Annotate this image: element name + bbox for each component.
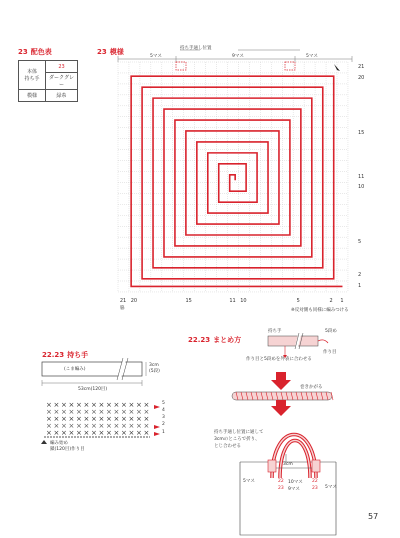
chain-start-arrow-icon xyxy=(41,440,47,444)
arrow-down-1-icon xyxy=(276,372,286,380)
stitch-mark: × xyxy=(136,422,142,430)
stitch-mark: × xyxy=(53,415,60,423)
start-arrow-icon xyxy=(334,64,340,71)
handle-row-5: 5 xyxy=(162,401,165,406)
reverse-side-note: ※反対側も同様に編みつける xyxy=(291,308,349,313)
stitch-mark: × xyxy=(61,401,67,409)
row-label: 10 xyxy=(358,184,365,191)
stitch-mark: × xyxy=(61,415,67,423)
column-label: 1 xyxy=(340,298,344,304)
finish-rows-label: 5段め xyxy=(325,329,337,334)
stitch-mark: × xyxy=(143,415,150,423)
stitch-mark: × xyxy=(98,415,105,423)
handle-row-1: 1 xyxy=(162,430,165,435)
finish-join-note: 作り目と5段めを外表に合わせる xyxy=(246,357,312,362)
stitch-mark: × xyxy=(121,415,127,423)
stitch-mark: × xyxy=(143,422,150,430)
stitch-mark: × xyxy=(76,415,82,423)
stitch-mark: × xyxy=(83,422,90,430)
handle-width-label: 53cm(120目) xyxy=(78,387,108,392)
stitch-mark: × xyxy=(113,415,120,423)
column-label: 15 xyxy=(185,298,192,304)
row-label: 1 xyxy=(358,283,362,289)
spiral-path xyxy=(131,76,342,286)
chart-spiral xyxy=(131,76,342,286)
stitch-mark: × xyxy=(68,401,75,409)
stitch-mark: × xyxy=(98,401,105,409)
stitch-mark: × xyxy=(121,422,127,430)
stitch-mark: × xyxy=(76,422,82,430)
stitch-mark: × xyxy=(91,401,97,409)
stitch-mark: × xyxy=(68,422,75,430)
stitch-mark: × xyxy=(106,415,112,423)
row-label: 11 xyxy=(358,173,365,180)
finish-mid-9: 9マス xyxy=(288,487,300,492)
stitch-mark: × xyxy=(83,415,90,423)
handle-title-text: 持ち手 xyxy=(67,351,89,359)
finish-right-22: 22 xyxy=(312,479,318,484)
stitch-mark: × xyxy=(83,401,90,409)
column-label: 21 xyxy=(119,298,127,304)
stitch-mark: × xyxy=(128,429,135,437)
dim-9: 9マス xyxy=(232,54,244,59)
stitch-mark: × xyxy=(128,415,135,423)
colors-row2-label: 模様 xyxy=(19,90,46,102)
stitch-mark: × xyxy=(46,401,52,409)
stitch-mark: × xyxy=(113,422,120,430)
colors-header-number: 23 xyxy=(46,61,78,73)
stitch-mark: × xyxy=(121,408,127,416)
stitch-mark: × xyxy=(53,401,60,409)
bag-handle-front xyxy=(280,441,310,479)
handle-stitch-label: (こま編み) xyxy=(64,367,86,372)
row-label: 2 xyxy=(358,272,362,279)
row-label: 21 xyxy=(358,64,365,70)
stitch-mark: × xyxy=(91,415,97,423)
handle-position-label: 持ち手通し位置 xyxy=(180,46,212,51)
stitch-mark: × xyxy=(68,408,75,416)
finish-title-number: 22.23 xyxy=(188,336,211,344)
stitch-mark: × xyxy=(98,422,105,430)
stitch-mark: × xyxy=(53,422,60,430)
start-side-label: 脇 xyxy=(120,306,125,311)
stitch-mark: × xyxy=(106,408,112,416)
stitch-mark: × xyxy=(68,429,75,437)
handle-opening-right xyxy=(285,62,295,70)
stitch-mark: × xyxy=(113,401,120,409)
handle-title-number: 22.23 xyxy=(42,351,65,359)
handle-row-4: 4 xyxy=(162,408,165,413)
arrow-down-2-icon xyxy=(276,400,286,406)
page-number: 57 xyxy=(368,512,379,521)
handle-stitch-chart xyxy=(44,401,150,437)
stitch-mark: × xyxy=(136,401,142,409)
column-label: 2 xyxy=(329,298,333,304)
handle-height-label: 3cm (5段) xyxy=(149,363,160,374)
dim-5-left: 5マス xyxy=(150,54,162,59)
finish-roll-label: 巻きかがる xyxy=(300,385,323,390)
colors-row1-value: ダークグレー xyxy=(46,73,78,90)
dimension-lines xyxy=(118,50,352,62)
column-label: 20 xyxy=(130,298,138,304)
colors-header-label: 本体 持ち手 xyxy=(19,61,46,90)
colors-row2-value: 緑糸 xyxy=(46,90,78,102)
stitch-mark: × xyxy=(76,408,82,416)
finish-left-mas: 5マス xyxy=(243,479,255,484)
bag-outline xyxy=(240,462,336,535)
stitch-mark: × xyxy=(61,429,67,437)
column-label: 11 xyxy=(229,298,236,304)
row-label: 20 xyxy=(358,74,365,81)
stitch-mark: × xyxy=(98,429,105,437)
stitch-mark: × xyxy=(136,408,142,416)
row-label: 5 xyxy=(358,239,362,246)
stitch-mark: × xyxy=(113,429,120,437)
stitch-mark: × xyxy=(121,429,127,437)
stitch-mark: × xyxy=(61,408,67,416)
stitch-mark: × xyxy=(76,401,82,409)
chart-title-number: 23 xyxy=(97,48,107,56)
stitch-mark: × xyxy=(121,401,127,409)
finish-mid-22: 22 xyxy=(278,479,284,484)
stitch-mark: × xyxy=(91,422,97,430)
handle-opening-left xyxy=(176,62,186,70)
stitch-mark: × xyxy=(46,408,52,416)
stitch-mark: × xyxy=(61,422,67,430)
colors-title-number: 23 xyxy=(18,48,28,56)
stitch-mark: × xyxy=(143,429,150,437)
stitch-mark: × xyxy=(91,429,97,437)
finish-right-23: 23 xyxy=(312,486,318,491)
stitch-mark: × xyxy=(46,429,52,437)
finish-mid-10: 10マス xyxy=(288,480,303,485)
dim-5-right: 5マス xyxy=(306,54,318,59)
stitch-mark: × xyxy=(113,408,120,416)
handle-title xyxy=(42,350,88,360)
stitch-mark: × xyxy=(106,401,112,409)
chart-title-text: 模様 xyxy=(109,48,124,56)
colors-title-text: 配色表 xyxy=(30,48,52,56)
finish-mid-23: 23 xyxy=(278,486,284,491)
stitch-mark: × xyxy=(106,422,112,430)
finish-chain-label: 作り目 xyxy=(323,350,337,355)
stitch-mark: × xyxy=(46,415,52,423)
finish-title-text: まとめ方 xyxy=(213,336,242,344)
finish-handle-strip xyxy=(268,336,318,346)
handle-row-3: 3 xyxy=(162,415,165,420)
stitch-mark: × xyxy=(106,429,112,437)
stitch-mark: × xyxy=(136,415,142,423)
stitch-mark: × xyxy=(83,408,90,416)
stitch-mark: × xyxy=(143,401,150,409)
handle-start-note: 編み始め 鎖(120目)作り目 xyxy=(50,441,85,452)
stitch-mark: × xyxy=(128,422,135,430)
stitch-mark: × xyxy=(83,429,90,437)
stitch-mark: × xyxy=(68,415,75,423)
stitch-mark: × xyxy=(136,429,142,437)
stitch-mark: × xyxy=(53,429,60,437)
finish-3cm: 3cm xyxy=(283,462,293,467)
finish-title xyxy=(188,335,241,345)
handle-strip xyxy=(42,362,142,376)
column-label: 5 xyxy=(296,298,300,304)
stitch-mark: × xyxy=(128,401,135,409)
finish-attach-note: 持ち手通し位置に通して 3cmのところで折り、 とじ合わせる xyxy=(214,430,264,449)
finish-right-mas: 5マス xyxy=(325,485,337,490)
stitch-mark: × xyxy=(143,408,150,416)
handle-row-2: 2 xyxy=(162,422,165,427)
stitch-mark: × xyxy=(46,422,52,430)
stitch-mark: × xyxy=(128,408,135,416)
stitch-mark: × xyxy=(98,408,105,416)
finish-handle-label: 持ち手 xyxy=(268,329,282,334)
stitch-mark: × xyxy=(76,429,82,437)
stitch-mark: × xyxy=(53,408,60,416)
column-label: 10 xyxy=(240,298,247,304)
row-label: 15 xyxy=(358,129,365,136)
stitch-mark: × xyxy=(91,408,97,416)
